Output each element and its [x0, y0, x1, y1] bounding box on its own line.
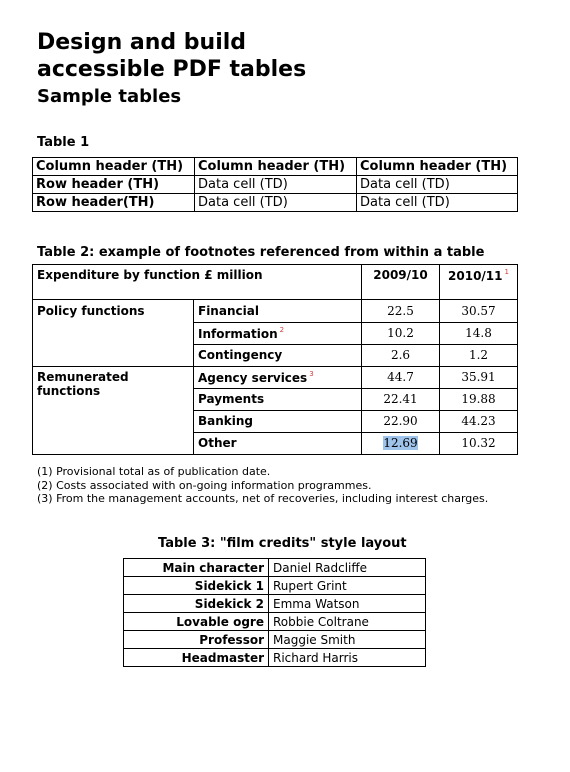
row-header — [194, 367, 362, 389]
row-header-label: Agency services — [198, 371, 308, 385]
table-row — [33, 194, 518, 212]
data-cell: 14.8 — [440, 323, 518, 345]
column-header-2010-label: 2010/11 — [448, 269, 503, 283]
table-row — [33, 367, 518, 389]
column-header: Column header (TH) — [357, 158, 518, 176]
data-cell: Data cell (TD) — [195, 176, 357, 194]
data-cell: Data cell (TD) — [195, 194, 357, 212]
selected-text[interactable]: 12.69 — [383, 436, 418, 450]
table-row — [33, 300, 518, 323]
row-header: Payments — [194, 389, 362, 411]
data-cell: 22.5 — [362, 300, 440, 323]
row-header: Banking — [194, 411, 362, 433]
footnote-marker[interactable]: 1 — [504, 268, 509, 276]
table2-header-label: Expenditure by function £ million — [33, 265, 362, 300]
table-row — [124, 595, 426, 613]
footnote-marker[interactable]: 3 — [309, 370, 314, 378]
data-cell: 22.41 — [362, 389, 440, 411]
data-cell: 44.23 — [440, 411, 518, 433]
credit-role: Lovable ogre — [124, 613, 269, 631]
title-line-2: accessible PDF tables — [37, 57, 307, 82]
group-header: Policy functions — [33, 300, 194, 367]
data-cell: 22.90 — [362, 411, 440, 433]
credit-name: Maggie Smith — [269, 631, 426, 649]
data-cell-selected — [362, 433, 440, 455]
group-header: Remunerated functions — [33, 367, 194, 455]
credit-role: Main character — [124, 559, 269, 577]
data-cell: 19.88 — [440, 389, 518, 411]
data-cell: 30.57 — [440, 300, 518, 323]
table-2 — [32, 264, 518, 455]
column-header: Column header (TH) — [195, 158, 357, 176]
column-header: Column header (TH) — [33, 158, 195, 176]
credit-role: Headmaster — [124, 649, 269, 667]
row-header: Financial — [194, 300, 362, 323]
credit-name: Emma Watson — [269, 595, 426, 613]
page-subtitle: Sample tables — [37, 86, 182, 107]
data-cell: 10.2 — [362, 323, 440, 345]
footnote-marker[interactable]: 2 — [279, 326, 285, 334]
footnote-text: (2) Costs associated with on-going information programmes. — [37, 478, 372, 492]
row-header: Contingency — [194, 345, 362, 367]
table-row — [33, 265, 518, 300]
table-3 — [123, 558, 426, 667]
credit-name: Robbie Coltrane — [269, 613, 426, 631]
row-header — [194, 323, 362, 345]
column-header-2009: 2009/10 — [362, 265, 440, 300]
page-title — [37, 29, 306, 83]
data-cell: Data cell (TD) — [357, 176, 518, 194]
credit-role: Professor — [124, 631, 269, 649]
table-row — [33, 176, 518, 194]
table-row — [124, 649, 426, 667]
table-row — [124, 577, 426, 595]
row-header: Row header(TH) — [33, 194, 195, 212]
footnote-text: (1) Provisional total as of publication date. — [37, 465, 271, 478]
credit-role: Sidekick 2 — [124, 595, 269, 613]
data-cell: Data cell (TD) — [357, 194, 518, 212]
column-header-2010 — [440, 265, 518, 300]
table2-caption: Table 2: example of footnotes referenced from within a table — [37, 245, 485, 260]
title-line-1: Design and build — [37, 30, 247, 55]
table1-caption: Table 1 — [37, 135, 90, 150]
data-cell: 35.91 — [440, 367, 518, 389]
credit-role: Sidekick 1 — [124, 577, 269, 595]
table-row — [124, 559, 426, 577]
table2-footnotes — [37, 465, 488, 506]
table-1 — [32, 157, 518, 212]
data-cell: 10.32 — [440, 433, 518, 455]
footnote-text: (3) From the management accounts, net of recoveries, including interest charges. — [37, 492, 489, 505]
row-header-label: Information — [198, 327, 278, 341]
data-cell: 1.2 — [440, 345, 518, 367]
data-cell: 2.6 — [362, 345, 440, 367]
credit-name: Daniel Radcliffe — [269, 559, 426, 577]
table-row — [124, 613, 426, 631]
table-row — [33, 158, 518, 176]
table-row — [124, 631, 426, 649]
row-header: Other — [194, 433, 362, 455]
credit-name: Richard Harris — [269, 649, 426, 667]
row-header: Row header (TH) — [33, 176, 195, 194]
data-cell: 44.7 — [362, 367, 440, 389]
credit-name: Rupert Grint — [269, 577, 426, 595]
table3-caption: Table 3: "film credits" style layout — [158, 536, 407, 551]
